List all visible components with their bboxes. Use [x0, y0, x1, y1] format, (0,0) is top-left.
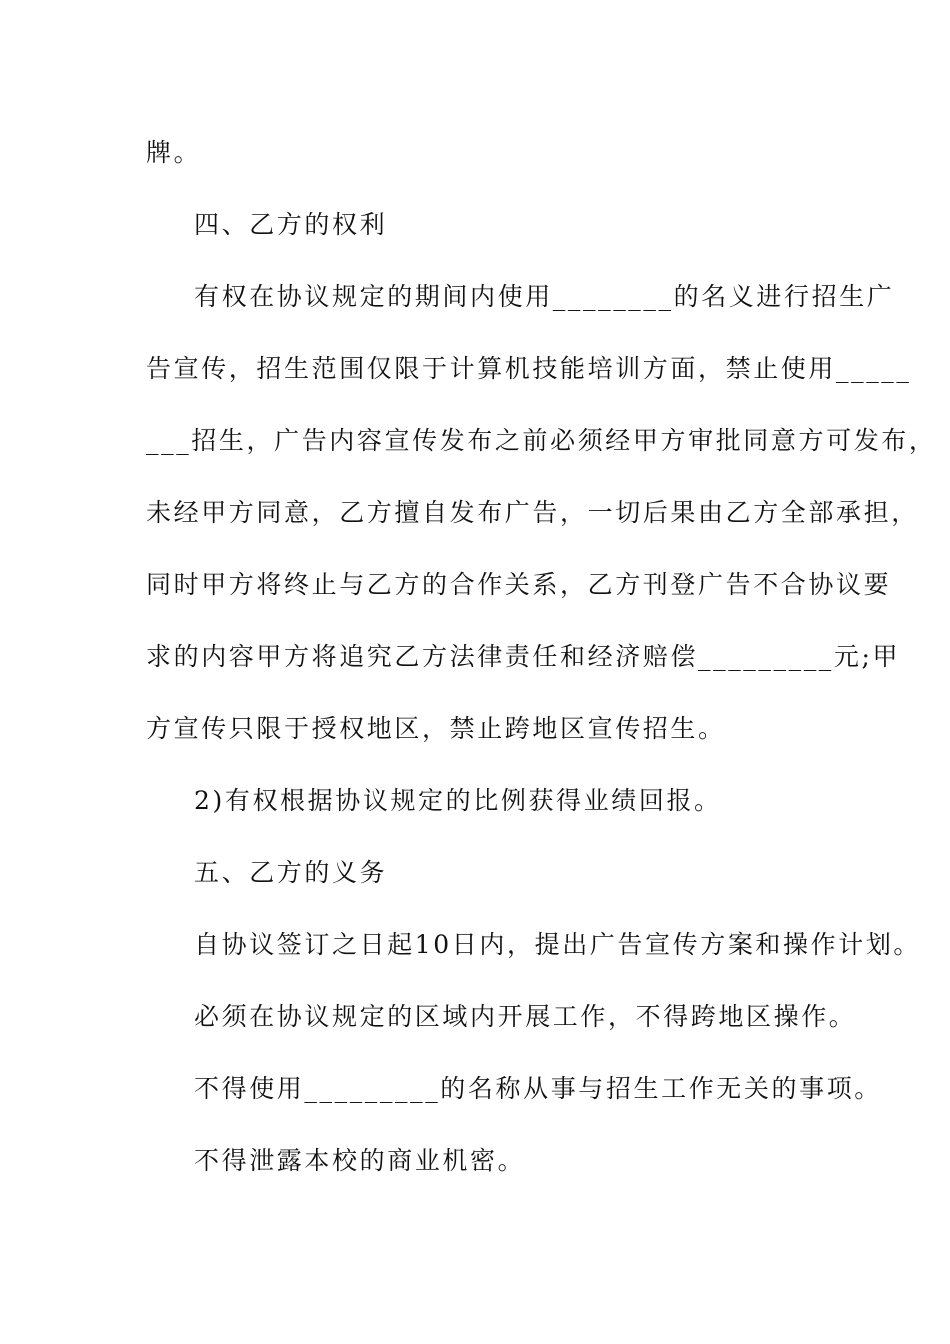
text-line: ___招生，广告内容宣传发布之前必须经甲方审批同意方可发布，	[146, 426, 937, 455]
text-line: 2)有权根据协议规定的比例获得业绩回报。	[194, 786, 722, 815]
text-line: 不得泄露本校的商业机密。	[194, 1146, 526, 1175]
text-line: 同时甲方将终止与乙方的合作关系，乙方刊登广告不合协议要	[146, 570, 892, 599]
text-line: 必须在协议规定的区域内开展工作，不得跨地区操作。	[194, 1002, 857, 1031]
text-line: 告宣传，招生范围仅限于计算机技能培训方面，禁止使用_____	[146, 354, 912, 383]
text-line: 未经甲方同意，乙方擅自发布广告，一切后果由乙方全部承担，	[146, 498, 919, 527]
section-heading: 五、乙方的义务	[194, 858, 388, 887]
text-line: 方宣传只限于授权地区，禁止跨地区宣传招生。	[146, 714, 726, 743]
text-line: 求的内容甲方将追究乙方法律责任和经济赔偿_________元;甲	[146, 642, 901, 671]
text-line: 牌。	[146, 138, 202, 167]
text-line: 自协议签订之日起10日内，提出广告宣传方案和操作计划。	[194, 930, 922, 959]
text-line: 有权在协议规定的期间内使用________的名义进行招生广	[194, 282, 895, 311]
section-heading: 四、乙方的权利	[194, 210, 388, 239]
text-line: 不得使用_________的名称从事与招生工作无关的事项。	[194, 1074, 882, 1103]
